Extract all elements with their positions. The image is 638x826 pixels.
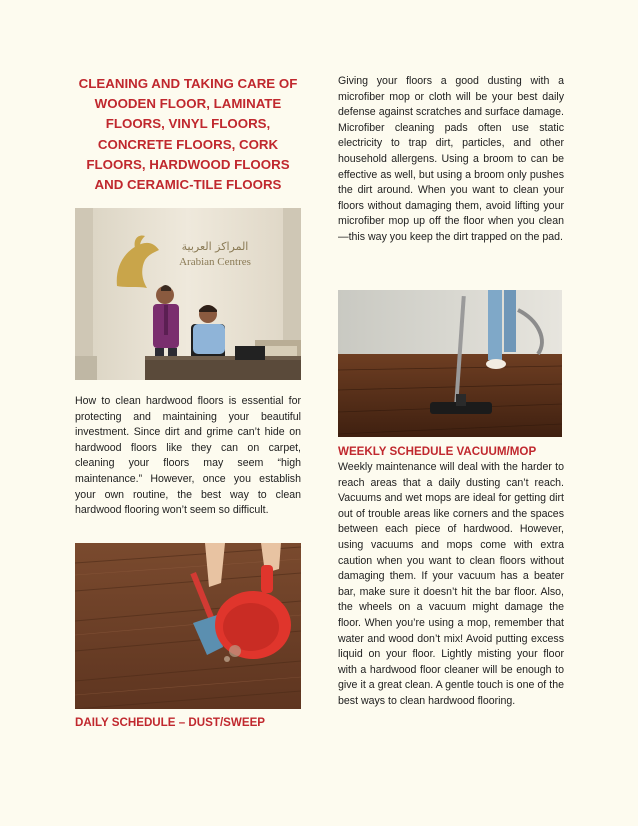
office-photo bbox=[75, 208, 301, 380]
left-text-block bbox=[75, 394, 301, 519]
daily-section bbox=[75, 716, 301, 729]
sign-english-text: Arabian Centres bbox=[179, 256, 251, 268]
weekly-schedule-heading: WEEKLY SCHEDULE VACUUM/MOP bbox=[338, 445, 537, 458]
dusting-paragraph: Giving your floors a good dusting with a microfiber mop or cloth will be your best daily defense against scratches and surface damage. Microfiber cleaning pads often use static electricity to trap dirt, particles, and other household allergens. Using a broom to can be effective as well, but using a broom only pushes the dirt around. When you want to clean your floors without damaging them, avoid lifting your microfiber mop up off the floor when you clean—this way you keep the dirt trapped on the pad. bbox=[338, 75, 564, 243]
intro-paragraph: How to clean hardwood floors is essential for protecting and maintaining your beautiful investment. Since dirt and grime can’t hide on hardwood floors like they can on carpet, cleaning your floors may seem “high maintenance.” However, once you establish your own routine, the best way to clean hardwood flooring won’t seem so difficult. bbox=[75, 395, 301, 517]
office-photo-illustration bbox=[75, 208, 301, 380]
dustpan-photo-illustration bbox=[75, 543, 301, 709]
vacuum-photo-illustration bbox=[338, 290, 562, 437]
page-title: CLEANING AND TAKING CARE OF WOODEN FLOOR, LAMINATE FLOORS, VINYL FLOORS, CONCRETE FLOORS, CORK FLOORS, HARDWOOD FLOORS AND CERAMIC-TILE FLOORS bbox=[78, 76, 298, 193]
dustpan-photo bbox=[75, 543, 301, 709]
left-column bbox=[75, 74, 301, 195]
sign-arabic-text: المراكز العربية bbox=[181, 240, 249, 253]
daily-schedule-heading: DAILY SCHEDULE – DUST/SWEEP bbox=[75, 716, 266, 729]
weekly-paragraph: Weekly maintenance will deal with the harder to reach areas that a daily dusting can’t reach. Vacuums and wet mops are ideal for getting dirt out of trouble areas like corners and the spaces between each piece of hardwood. However, using vacuums and mops come with extra caution when you want to clean floors without damaging them. If your vacuum has a beater bar, make sure it doesn’t hit the bar floor. Also, the wheels on a vacuum might damage the floor. When you’re using a mop, remember that water and wood don’t mix! Avoid putting excess liquid on your floor. Lightly misting your floor with a hardwood floor cleaner will be enough to give it a great clean. A gentle touch is one of the best ways to clean hardwood flooring. bbox=[338, 461, 564, 707]
right-column-bottom bbox=[338, 445, 564, 710]
vacuum-photo bbox=[338, 290, 562, 437]
right-column-top bbox=[338, 74, 564, 246]
